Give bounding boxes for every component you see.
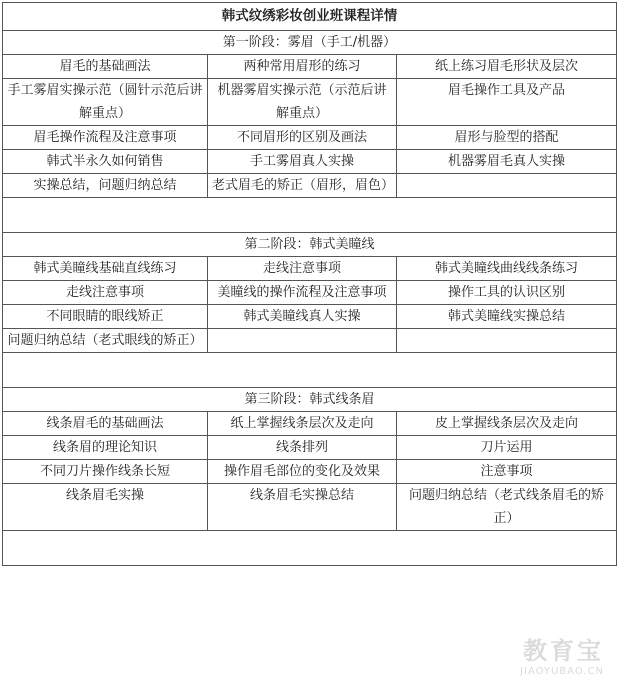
course-cell: 眉毛操作流程及注意事项: [3, 126, 208, 150]
course-cell: 眉毛操作工具及产品: [397, 79, 617, 126]
table-row: [3, 174, 617, 198]
table-row: [3, 126, 617, 150]
course-cell: 眉毛的基础画法: [3, 55, 208, 79]
course-cell: 操作眉毛部位的变化及效果: [208, 460, 397, 484]
course-cell: 纸上掌握线条层次及走向: [208, 412, 397, 436]
course-cell: 刀片运用: [397, 436, 617, 460]
course-cell: 问题归纳总结（老式眼线的矫正）: [3, 329, 208, 353]
stage-header-row: [3, 388, 617, 412]
course-cell: 美瞳线的操作流程及注意事项: [208, 281, 397, 305]
course-cell: 韩式美瞳线曲线线条练习: [397, 257, 617, 281]
spacer-row: [3, 531, 617, 566]
course-cell: 操作工具的认识区别: [397, 281, 617, 305]
course-cell: 不同眼睛的眼线矫正: [3, 305, 208, 329]
course-cell: 韩式美瞳线基础直线练习: [3, 257, 208, 281]
stage-header-row: [3, 31, 617, 55]
table-row: [3, 305, 617, 329]
course-cell: 走线注意事项: [208, 257, 397, 281]
stage-2-title: 第二阶段：韩式美瞳线: [3, 233, 617, 257]
course-cell: 线条眉毛实操总结: [208, 484, 397, 531]
table-row: [3, 436, 617, 460]
course-cell: 韩式美瞳线实操总结: [397, 305, 617, 329]
stage-header-row: [3, 233, 617, 257]
course-cell: 老式眉毛的矫正（眉形，眉色）: [208, 174, 397, 198]
course-cell: 线条眉毛实操: [3, 484, 208, 531]
course-cell: 两种常用眉形的练习: [208, 55, 397, 79]
course-cell: 机器雾眉实操示范（示范后讲解重点）: [208, 79, 397, 126]
table-row: [3, 150, 617, 174]
stage-3-title: 第三阶段：韩式线条眉: [3, 388, 617, 412]
course-cell: 机器雾眉毛真人实操: [397, 150, 617, 174]
course-cell: 韩式美瞳线真人实操: [208, 305, 397, 329]
title-row: [3, 3, 617, 31]
course-cell: 线条眉的理论知识: [3, 436, 208, 460]
course-cell: 注意事项: [397, 460, 617, 484]
course-cell: 不同眉形的区别及画法: [208, 126, 397, 150]
table-row: [3, 79, 617, 126]
watermark: [520, 631, 604, 677]
course-cell: 手工雾眉实操示范（圆针示范后讲解重点）: [3, 79, 208, 126]
spacer-cell: [3, 531, 617, 566]
course-cell: [208, 329, 397, 353]
spacer-row: [3, 198, 617, 233]
watermark-text: 教育宝: [523, 637, 604, 665]
table-row: [3, 281, 617, 305]
course-cell: [397, 329, 617, 353]
table-row: [3, 484, 617, 531]
course-cell: 纸上练习眉毛形状及层次: [397, 55, 617, 79]
course-cell: 皮上掌握线条层次及走向: [397, 412, 617, 436]
spacer-cell: [3, 198, 617, 233]
table-row: [3, 257, 617, 281]
course-cell: 问题归纳总结（老式线条眉毛的矫正）: [397, 484, 617, 531]
stage-1-title: 第一阶段：雾眉（手工/机器）: [3, 31, 617, 55]
course-title: 韩式纹绣彩妆创业班课程详情: [3, 3, 617, 31]
spacer-cell: [3, 353, 617, 388]
course-cell: 线条眉毛的基础画法: [3, 412, 208, 436]
course-cell: 韩式半永久如何销售: [3, 150, 208, 174]
table-row: [3, 460, 617, 484]
table-row: [3, 329, 617, 353]
watermark-subtext: JIAOYUBAO.CN: [520, 666, 604, 677]
course-cell: 手工雾眉真人实操: [208, 150, 397, 174]
course-table: [2, 2, 617, 566]
spacer-row: [3, 353, 617, 388]
course-cell: 线条排列: [208, 436, 397, 460]
course-cell: [397, 174, 617, 198]
table-row: [3, 55, 617, 79]
course-cell: 不同刀片操作线条长短: [3, 460, 208, 484]
course-cell: 走线注意事项: [3, 281, 208, 305]
course-cell: 实操总结，问题归纳总结: [3, 174, 208, 198]
table-row: [3, 412, 617, 436]
course-cell: 眉形与脸型的搭配: [397, 126, 617, 150]
